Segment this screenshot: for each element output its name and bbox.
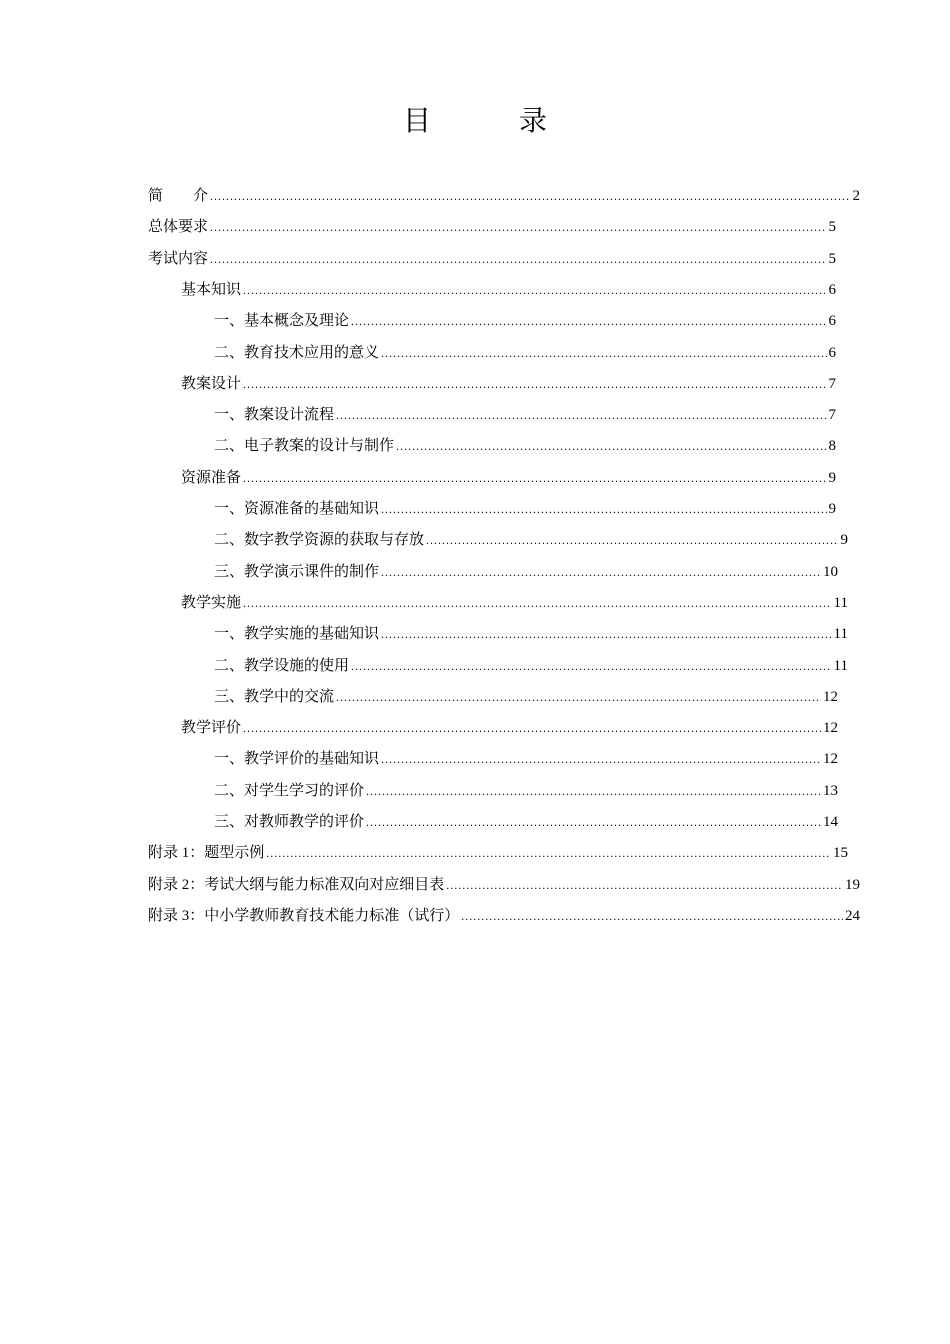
toc-leader-dots xyxy=(461,903,843,929)
toc-entry[interactable] xyxy=(214,746,838,772)
toc-entry-page: 10 xyxy=(823,563,838,580)
toc-entry-page: 6 xyxy=(828,344,836,361)
toc-entry-page: 24 xyxy=(845,907,860,924)
toc-leader-dots xyxy=(426,527,838,553)
toc-leader-dots xyxy=(366,778,821,804)
toc-entry-label: 教学评价 xyxy=(181,720,242,737)
toc-leader-dots xyxy=(446,872,843,898)
toc-entry-label: 三、对教师教学的评价 xyxy=(214,814,365,830)
toc-entry[interactable] xyxy=(181,590,848,616)
toc-leader-dots xyxy=(366,809,821,835)
toc-entry[interactable] xyxy=(181,715,838,741)
toc-entry-label: 简 介 xyxy=(148,188,209,204)
toc-leader-dots xyxy=(210,183,850,209)
toc-entry-page: 12 xyxy=(823,720,838,737)
toc-entry[interactable] xyxy=(214,653,848,679)
toc-entry[interactable] xyxy=(214,621,848,647)
toc-entry[interactable] xyxy=(148,840,848,866)
toc-entry-page: 6 xyxy=(828,313,836,330)
toc-entry-page: 19 xyxy=(845,876,860,893)
toc-leader-dots xyxy=(243,465,826,491)
toc-entry-label: 二、数字教学资源的获取与存放 xyxy=(214,532,425,549)
toc-entry-page: 6 xyxy=(828,281,836,298)
toc-leader-dots xyxy=(243,277,826,303)
toc-entry[interactable] xyxy=(148,903,860,929)
toc-leader-dots xyxy=(351,653,832,679)
toc-leader-dots xyxy=(243,715,821,741)
toc-entry[interactable] xyxy=(214,433,836,459)
toc-leader-dots xyxy=(381,746,821,772)
toc-entry-page: 11 xyxy=(833,657,848,674)
toc-entry[interactable] xyxy=(214,809,838,835)
toc-entry[interactable] xyxy=(148,214,836,240)
toc-entry[interactable] xyxy=(214,402,836,428)
toc-entry-label: 三、教学中的交流 xyxy=(214,688,335,705)
toc-entry-label: 附录 1：题型示例 xyxy=(148,845,265,862)
toc-entry-page: 2 xyxy=(852,188,860,204)
toc-entry[interactable] xyxy=(214,340,836,366)
toc-leader-dots xyxy=(351,308,826,334)
toc-entry-page: 5 xyxy=(828,219,836,236)
toc-entry-page: 9 xyxy=(840,532,848,549)
toc-entry[interactable] xyxy=(214,308,836,334)
toc-leader-dots xyxy=(396,433,826,459)
toc-entry-page: 15 xyxy=(833,845,848,862)
toc-entry-label: 二、教学设施的使用 xyxy=(214,657,350,674)
page-title: 目 录 xyxy=(402,106,577,137)
toc-entry[interactable] xyxy=(181,277,836,303)
toc-entry-label: 二、对学生学习的评价 xyxy=(214,782,365,799)
toc-entry-page: 7 xyxy=(828,375,836,392)
toc-entry-page: 12 xyxy=(823,688,838,705)
toc-entry-label: 一、教案设计流程 xyxy=(214,407,335,424)
toc-entry[interactable] xyxy=(214,559,838,585)
toc-entry[interactable] xyxy=(148,872,860,898)
toc-entry-page: 11 xyxy=(833,594,848,611)
toc-entry[interactable] xyxy=(148,246,836,272)
toc-entry-label: 教案设计 xyxy=(181,375,242,392)
toc-entry-page: 14 xyxy=(823,814,838,830)
toc-entry-page: 11 xyxy=(833,626,848,643)
toc-entry-page: 9 xyxy=(828,469,836,486)
toc-entry-label: 教学实施 xyxy=(181,594,242,611)
toc-entry-label: 附录 3：中小学教师教育技术能力标准（试行） xyxy=(148,907,460,924)
toc-leader-dots xyxy=(243,371,826,397)
toc-leader-dots xyxy=(381,496,826,522)
toc-leader-dots xyxy=(381,559,821,585)
toc-entry-label: 二、教育技术应用的意义 xyxy=(214,344,380,361)
toc-entry-page: 8 xyxy=(828,438,836,455)
toc-entry-label: 附录 2：考试大纲与能力标准双向对应细目表 xyxy=(148,876,445,893)
toc-entry-label: 二、电子教案的设计与制作 xyxy=(214,438,395,455)
toc-entry-label: 考试内容 xyxy=(148,250,209,267)
toc-leader-dots xyxy=(336,402,826,428)
toc-entry[interactable] xyxy=(214,684,838,710)
toc-leader-dots xyxy=(381,621,832,647)
toc-entry-label: 资源准备 xyxy=(181,469,242,486)
toc-entry-page: 7 xyxy=(828,407,836,424)
toc-leader-dots xyxy=(381,340,826,366)
toc-entry-page: 5 xyxy=(828,250,836,267)
toc-entry-label: 三、教学演示课件的制作 xyxy=(214,563,380,580)
toc-entry-label: 一、教学评价的基础知识 xyxy=(214,751,380,768)
toc-leader-dots xyxy=(243,590,832,616)
toc-entry[interactable] xyxy=(214,496,836,522)
toc-entry[interactable] xyxy=(148,183,860,209)
toc-leader-dots xyxy=(336,684,821,710)
toc-entry-label: 总体要求 xyxy=(148,219,209,236)
toc-entry-page: 13 xyxy=(823,782,838,799)
toc-entry[interactable] xyxy=(181,371,836,397)
toc-entry-label: 基本知识 xyxy=(181,281,242,298)
toc-leader-dots xyxy=(210,246,826,272)
toc-entry-page: 9 xyxy=(828,501,836,517)
toc-entry-page: 12 xyxy=(823,751,838,768)
toc-entry[interactable] xyxy=(214,527,848,553)
toc-entry[interactable] xyxy=(181,465,836,491)
toc-entry[interactable] xyxy=(214,778,838,804)
toc-entry-label: 一、教学实施的基础知识 xyxy=(214,626,380,643)
toc-leader-dots xyxy=(266,840,831,866)
toc-leader-dots xyxy=(210,214,826,240)
toc-entry-label: 一、资源准备的基础知识 xyxy=(214,501,380,517)
toc-entry-label: 一、基本概念及理论 xyxy=(214,313,350,330)
